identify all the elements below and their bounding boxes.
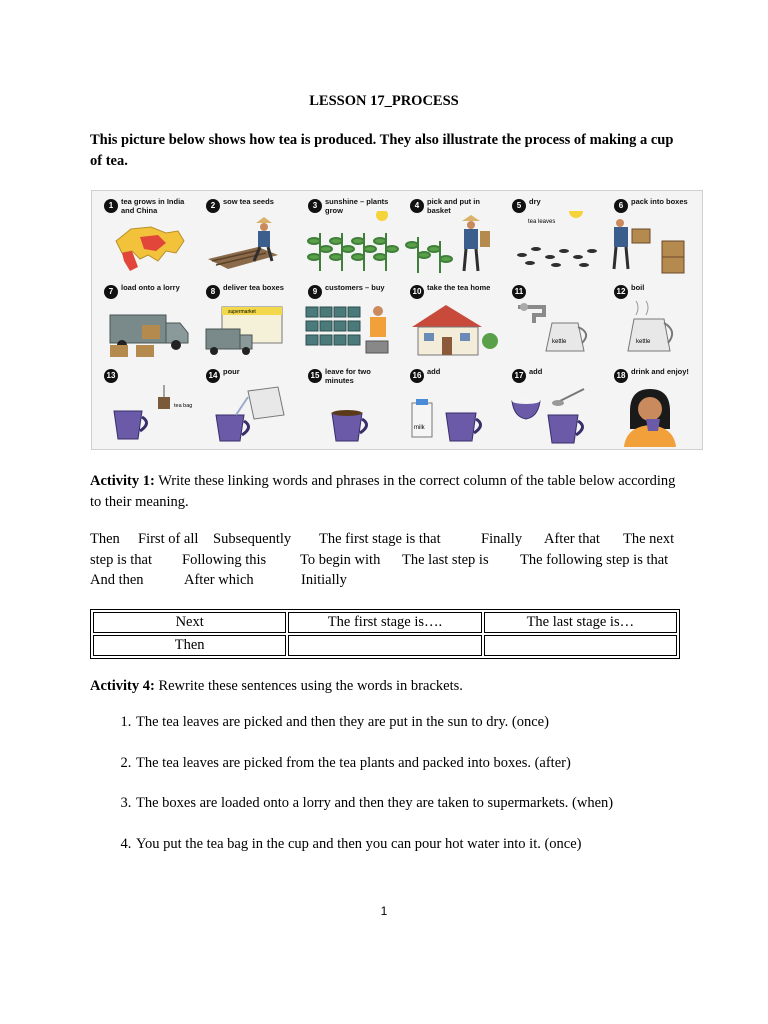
step-number: 18 [614, 369, 628, 383]
activity-1-label: Activity 1: [90, 473, 155, 489]
step-number: 8 [206, 285, 220, 299]
step-3 [300, 193, 402, 279]
step-1 [96, 193, 198, 279]
drying-leaves-icon [504, 211, 604, 277]
table-header-cell: The last stage is… [484, 612, 677, 633]
step-7 [96, 279, 198, 365]
step-caption: pack into boxes [631, 197, 688, 206]
milk-cup-icon [402, 381, 502, 447]
linking-word: Following this [182, 551, 267, 568]
lesson-title: LESSON 17_PROCESS [309, 93, 459, 109]
step-number: 10 [410, 285, 424, 299]
linking-word: The first stage is that [319, 531, 441, 547]
tea-bag-label: tea bag [174, 403, 193, 409]
word-line-2 [90, 550, 690, 571]
step-18 [606, 363, 708, 449]
step-caption: customers – buy [325, 283, 385, 292]
packing-boxes-icon [606, 211, 706, 277]
step-number: 1 [104, 199, 118, 213]
step-caption: drink and enjoy! [631, 367, 689, 376]
step-8 [198, 279, 300, 365]
linking-word: After which [184, 572, 254, 588]
linking-word: The next [623, 531, 675, 547]
step-14 [198, 363, 300, 449]
linking-words-table [90, 609, 680, 659]
step-caption: add [427, 367, 441, 376]
activity-4-instruction [90, 676, 685, 697]
table-header-cell: Next [93, 612, 286, 633]
step-17 [504, 363, 606, 449]
step-13 [96, 363, 198, 449]
step-caption: leave for two minutes [325, 367, 371, 385]
tea-picker-icon [402, 211, 502, 277]
table-header-cell: The first stage is…. [288, 612, 481, 633]
woman-drinking-icon [606, 381, 706, 447]
linking-word: First of all [138, 531, 199, 547]
tea-process-illustration [91, 190, 703, 450]
linking-word: And then [90, 572, 144, 588]
linking-words [90, 529, 690, 591]
step-number: 14 [206, 369, 220, 383]
step-15 [300, 363, 402, 449]
activity-1-text: Write these linking words and phrases in the correct column of the table below according to their meaning. [90, 473, 676, 510]
step-number: 5 [512, 199, 526, 213]
step-number: 3 [308, 199, 322, 213]
step-number: 6 [614, 199, 628, 213]
table-cell[interactable] [484, 635, 677, 656]
table-row [93, 635, 677, 656]
step-number: 9 [308, 285, 322, 299]
brewing-cup-icon [300, 381, 400, 447]
linking-word: step is that [90, 551, 153, 568]
tap-kettle-icon [504, 297, 604, 363]
house-icon [402, 297, 502, 363]
step-caption: dry [529, 197, 541, 206]
linking-word: Subsequently [213, 531, 292, 547]
step-number: 11 [512, 285, 526, 299]
list-item: 3. The boxes are loaded onto a lorry and then they are taken to supermarkets. (when) [135, 795, 690, 836]
step-caption: add [529, 367, 543, 376]
activity-1-instruction [90, 471, 685, 512]
supermarket-delivery-icon [198, 297, 298, 363]
step-caption: load onto a lorry [121, 283, 180, 292]
activity-4-label: Activity 4: [90, 678, 155, 694]
word-line-1 [90, 529, 690, 550]
kettle-label: kettle [636, 339, 651, 345]
page-number: 1 [380, 904, 388, 918]
table-header-row [93, 612, 677, 633]
activity-4-text: Rewrite these sentences using the words in brackets. [154, 678, 463, 694]
intro-text: This picture below shows how tea is produced. They also illustrate the process of making a cup of tea. [90, 132, 674, 169]
step-16 [402, 363, 504, 449]
step-number: 16 [410, 369, 424, 383]
milk-label: milk [414, 425, 425, 431]
sugar-spoon-icon [504, 381, 604, 447]
step-6 [606, 193, 708, 279]
shelves-customer-icon [300, 297, 400, 363]
step-2 [198, 193, 300, 279]
linking-word: Finally [481, 531, 523, 547]
linking-word: To begin with [300, 551, 381, 568]
list-item: 4. You put the tea bag in the cup and then you can pour hot water into it. (once) [135, 836, 690, 877]
sentence-list [90, 714, 690, 876]
table-cell[interactable] [288, 635, 481, 656]
step-caption: pick and put in basket [427, 197, 480, 215]
word-line-3 [90, 570, 690, 591]
step-caption: pour [223, 367, 240, 376]
linking-word: After that [544, 531, 600, 547]
step-9 [300, 279, 402, 365]
linking-word: Then [90, 531, 120, 547]
table-cell[interactable]: Then [93, 635, 286, 656]
farmer-sowing-icon [198, 211, 298, 277]
step-caption: deliver tea boxes [223, 283, 284, 292]
boiling-kettle-icon [606, 297, 706, 363]
step-number: 7 [104, 285, 118, 299]
step-number: 4 [410, 199, 424, 213]
step-number: 17 [512, 369, 526, 383]
pouring-kettle-icon [198, 381, 298, 447]
map-icon [96, 211, 196, 277]
step-number: 13 [104, 369, 118, 383]
step-caption: boil [631, 283, 645, 292]
list-item: 1. The tea leaves are picked and then they are put in the sun to dry. (once) [135, 714, 690, 755]
step-11 [504, 279, 606, 365]
step-number: 12 [614, 285, 628, 299]
tea-leaves-label: tea leaves [528, 219, 556, 225]
linking-word: The last step is [402, 551, 489, 568]
cup-teabag-icon [96, 381, 196, 447]
tea-plants-icon [300, 211, 400, 277]
step-caption: tea grows in India and China [121, 197, 185, 215]
linking-word: Initially [301, 572, 347, 588]
step-caption: take the tea home [427, 283, 491, 292]
step-12 [606, 279, 708, 365]
kettle-label: kettle [552, 339, 567, 345]
step-5 [504, 193, 606, 279]
step-10 [402, 279, 504, 365]
step-caption: sunshine – plants grow [325, 197, 389, 215]
list-item: 2. The tea leaves are picked from the tea plants and packed into boxes. (after) [135, 755, 690, 796]
lorry-icon [96, 297, 196, 363]
step-number: 2 [206, 199, 220, 213]
step-number: 15 [308, 369, 322, 383]
step-caption: sow tea seeds [223, 197, 274, 206]
step-4 [402, 193, 504, 279]
supermarket-label: supermarket [228, 309, 256, 315]
linking-word: The following step is that [520, 551, 669, 568]
